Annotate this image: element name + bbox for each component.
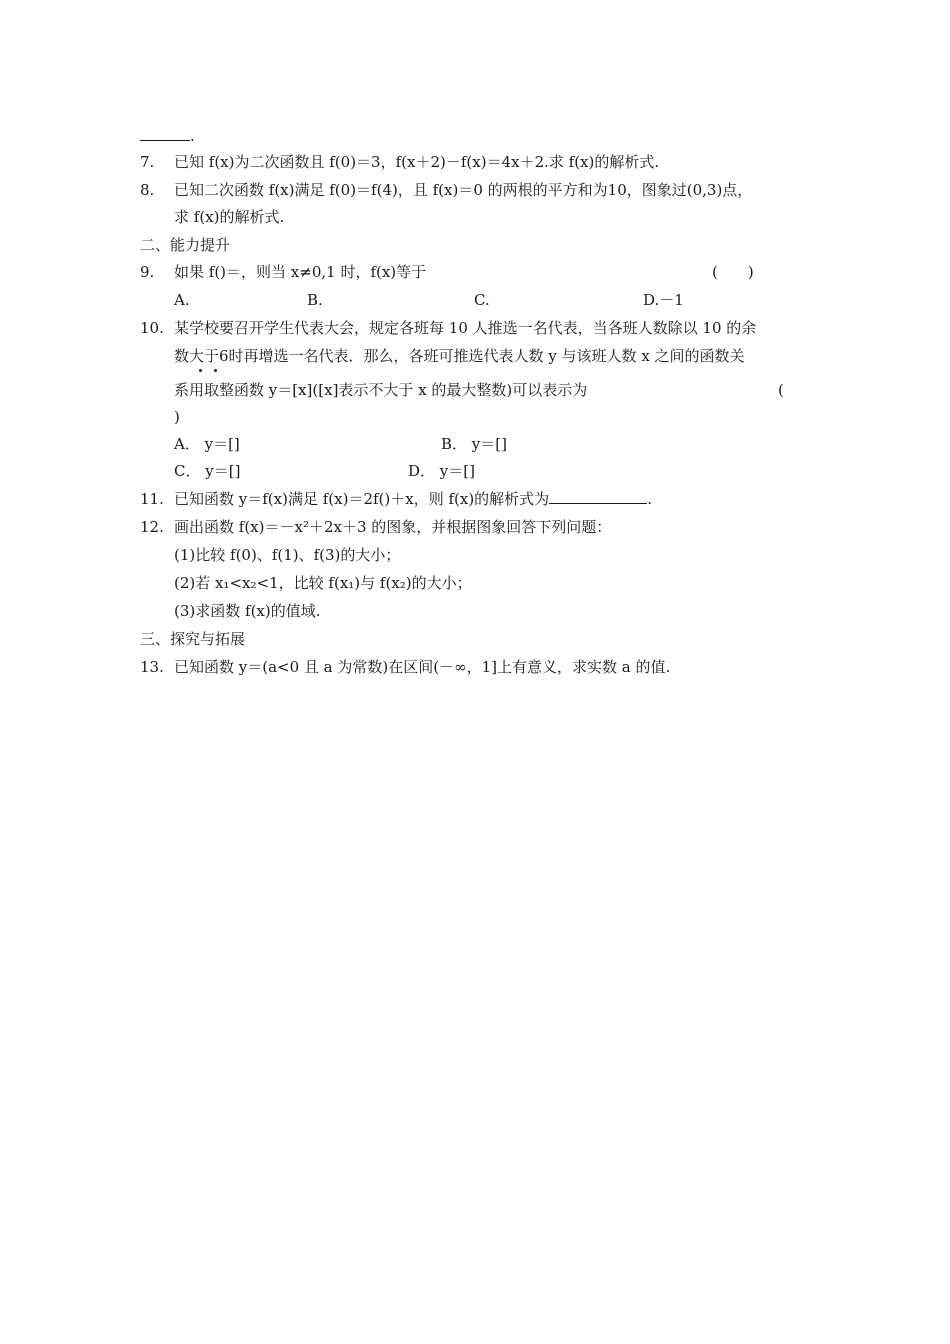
emphasis-dot xyxy=(199,369,202,372)
question-12-part-3 xyxy=(174,601,321,621)
question-text: 如果 f()＝，则当 x≠0,1 时，f(x)等于 xyxy=(174,263,427,281)
question-11 xyxy=(140,489,652,509)
section-title: 三、探究与拓展 xyxy=(140,630,246,648)
section-heading-3 xyxy=(140,629,245,649)
previous-answer-line xyxy=(140,126,195,146)
option-b: B． y＝[] xyxy=(441,435,507,453)
question-text: 已知二次函数 f(x)满足 f(0)＝f(4)，且 f(x)＝0 的两根的平方和为10，图象过(0,3)点， xyxy=(174,181,753,199)
question-8 xyxy=(140,180,752,200)
sub-question-text: (3)求函数 f(x)的值域. xyxy=(174,602,321,620)
sub-question-text: (2)若 x₁<x₂<1，比较 f(x₁)与 f(x₂)的大小； xyxy=(174,574,472,592)
question-12-part-2 xyxy=(174,573,472,593)
question-number: 8. xyxy=(140,181,155,199)
question-text: 画出函数 f(x)＝－x²＋2x＋3 的图象，并根据图象回答下列问题： xyxy=(174,518,612,536)
answer-paren-open: ( xyxy=(778,381,784,399)
question-number: 9. xyxy=(140,263,155,281)
question-number: 13. xyxy=(140,658,164,676)
question-text: 某学校要召开学生代表大会，规定各班每 10 人推选一名代表，当各班人数除以 10 的余 xyxy=(174,319,757,337)
question-text: 已知函数 y＝(a<0 且 a 为常数)在区间(－∞，1]上有意义，求实数 a 的值. xyxy=(174,658,671,676)
answer-blank xyxy=(140,126,190,141)
option-a: A. xyxy=(174,291,190,309)
option-b: B. xyxy=(307,291,323,309)
question-number: 11. xyxy=(140,490,164,508)
sub-question-text: (1)比较 f(0)、f(1)、f(3)的大小； xyxy=(174,546,401,564)
question-number: 7. xyxy=(140,153,155,171)
answer-blank xyxy=(549,489,647,504)
question-12-part-1 xyxy=(174,545,400,565)
option-d: D.－1 xyxy=(643,291,684,309)
question-10 xyxy=(140,318,756,338)
section-heading-2 xyxy=(140,235,230,255)
question-number: 12. xyxy=(140,518,164,536)
answer-parentheses: ( ) xyxy=(712,263,754,281)
question-12 xyxy=(140,517,611,537)
question-8-cont xyxy=(174,207,284,227)
question-7 xyxy=(140,152,659,172)
question-text: 求 f(x)的解析式. xyxy=(174,208,285,226)
option-c: C. xyxy=(474,291,490,309)
question-text: 系用取整函数 y＝[x]([x]表示不大于 x 的最大整数)可以表示为 xyxy=(174,381,588,399)
answer-paren-close: ) xyxy=(174,408,180,426)
emphasis-dot xyxy=(214,369,217,372)
period: . xyxy=(190,127,195,145)
question-13 xyxy=(140,657,670,677)
question-text: 已知 f(x)为二次函数且 f(0)＝3，f(x＋2)－f(x)＝4x＋2.求 f(x)的解析式. xyxy=(174,153,660,171)
option-c: C． y＝[] xyxy=(174,462,241,480)
question-text: 数大于6时再增选一名代表．那么，各班可推选代表人数 y 与该班人数 x 之间的函数关 xyxy=(174,347,745,365)
option-d: D． y＝[] xyxy=(408,462,475,480)
question-9 xyxy=(140,262,426,282)
question-number: 10. xyxy=(140,319,164,337)
option-a: A． y＝[] xyxy=(174,435,240,453)
section-title: 二、能力提升 xyxy=(140,236,231,254)
question-text: 已知函数 y＝f(x)满足 f(x)＝2f()＋x，则 f(x)的解析式为 xyxy=(174,490,550,508)
period: . xyxy=(647,490,652,508)
question-10-cont xyxy=(174,346,745,366)
question-10-cont xyxy=(174,380,587,400)
